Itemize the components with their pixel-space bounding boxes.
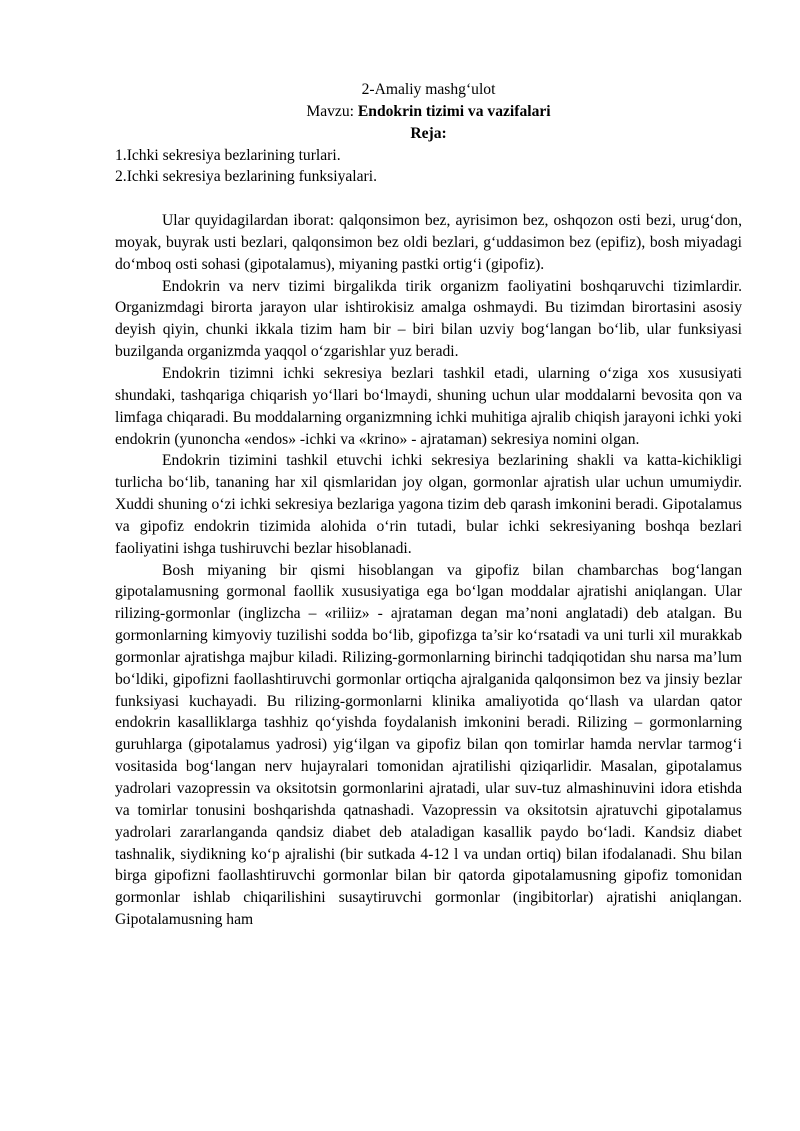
paragraph-3: Endokrin tizimni ichki sekresiya bezlari tashkil etadi, ularning o‘ziga xos xususiyati shundaki, tashqariga chiqarish yo‘llari bo‘lmaydi, shuning uchun ular moddalarni bevosita qon va limfaga chiqaradi. Bu moddalarning organizmning ichki muhitiga ajralib chiqish jarayoni ichki yoki endokrin (yunoncha «endos» -ichki va «krino» - ajrataman) sekresiya nomini olgan.	[115, 364, 742, 448]
plan-item-1: 1.Ichki sekresiya bezlarining turlari.	[115, 146, 341, 164]
paragraph-4: Endokrin tizimini tashkil etuvchi ichki sekresiya bezlarining shakli va katta-kichikligi turlicha bo‘lib, tananing har xil qismlaridan joy olgan, gormonlar ajratish ular uchun umumiydir. Xuddi shuning o‘zi ichki sekresiya bezlariga yagona tizim deb qarash imkonini beradi. Gipotalamus va gipofiz endokrin tizimida alohida o‘rin tutadi, bular ichki sekresiyaning boshqa bezlari faoliyatini ishga tushiruvchi bezlar hisoblanadi.	[115, 452, 742, 557]
paragraph-1: Ular quyidagilardan iborat: qalqonsimon bez, ayrisimon bez, oshqozon osti bezi, urug‘don, moyak, buyrak usti bezlari, qalqonsimon bez oldi bezlari, g‘uddasimon bez (epifiz), bosh miyadagi do‘mboq osti sohasi (gipotalamus), miyaning pastki ortig‘i (gipofiz).	[115, 212, 742, 273]
paragraph-2: Endokrin va nerv tizimi birgalikda tirik organizm faoliyatini boshqaruvchi tizimlardir. Organizmdagi birorta jarayon ular ishtirokisiz amalga oshmaydi. Bu tizimdan birortasini asosiy deyish qiyin, chunki ikkala tizim ham bir – biri bilan uzviy bog‘langan bo‘lib, ular funksiyasi buzilganda organizmda yaqqol o‘zgarishlar yuz beradi.	[115, 277, 742, 361]
paragraph-5: Bosh miyaning bir qismi hisoblangan va gipofiz bilan chambarchas bog‘langan gipotalamusning gormonal faollik xususiyatiga ega bo‘lgan moddalar ajratishi aniqlangan. Ular rilizing-gormonlar (inglizcha – «riliiz» - ajrataman degan ma’noni anglatadi) deb atalgan. Bu gormonlarning kimyoviy tuzilishi sodda bo‘lib, gipofizga ta’sir ko‘rsatadi va uni turli xil murakkab gormonlar ajratishga majbur kiladi. Rilizing-gormonlarning birinchi tadqiqotidan shu narsa ma’lum bo‘ldiki, gipofizni faollashtiruvchi gormonlar ortiqcha ajralganida qalqonsimon bez va jinsiy bezlar funksiyasi kuchayadi. Bu rilizing-gormonlarni klinika amaliyotida qo‘llash va ulardan qator endokrin kasalliklarga tashhiz qo‘yishda foydalanish imkonini beradi. Rilizing – gormonlarning guruhlarga (gipotalamus yadrosi) yig‘ilgan va gipofiz bilan qon tomirlar hamda nervlar tarmog‘i vositasida bog‘langan nerv hujayralari tomonidan ajratilishi qiziqarlidir. Masalan, gipotalamus yadrolari vazopressin va oksitotsin gormonlarini ajratadi, ular suv-tuz almashinuvini idora etishda va tomirlar tonusini boshqarishda qatnashadi. Vazopressin va oksitotsin ajratuvchi gipotalamus yadrolari zararlanganda qandsiz diabet deb ataladigan kasallik paydo bo‘ladi. Kandsiz diabet tashnalik, siydikning ko‘p ajralishi (bir sutkada 4-12 l va undan ortiq) bilan ifodalanadi. Shu bilan birga gipofizni faollashtiruvchi gormonlar bilan bir qatorda gipotalamusning gipofiz tomonidan gormonlar ishlab chiqarilishini susaytiruvchi gormonlar (ingibitorlar) ajratishi aniqlangan. Gipotalamusning ham	[115, 561, 742, 929]
topic-line	[115, 101, 742, 123]
lesson-title: 2-Amaliy mashg‘ulot	[361, 81, 496, 98]
topic-prefix: Mavzu:	[306, 102, 358, 120]
document-page	[115, 79, 742, 931]
blank-line	[115, 188, 742, 210]
plan-heading: Reja:	[410, 124, 447, 142]
topic-title: Endokrin tizimi va vazifalari	[357, 102, 551, 120]
plan-item-2: 2.Ichki sekresiya bezlarining funksiyalari.	[115, 168, 377, 186]
